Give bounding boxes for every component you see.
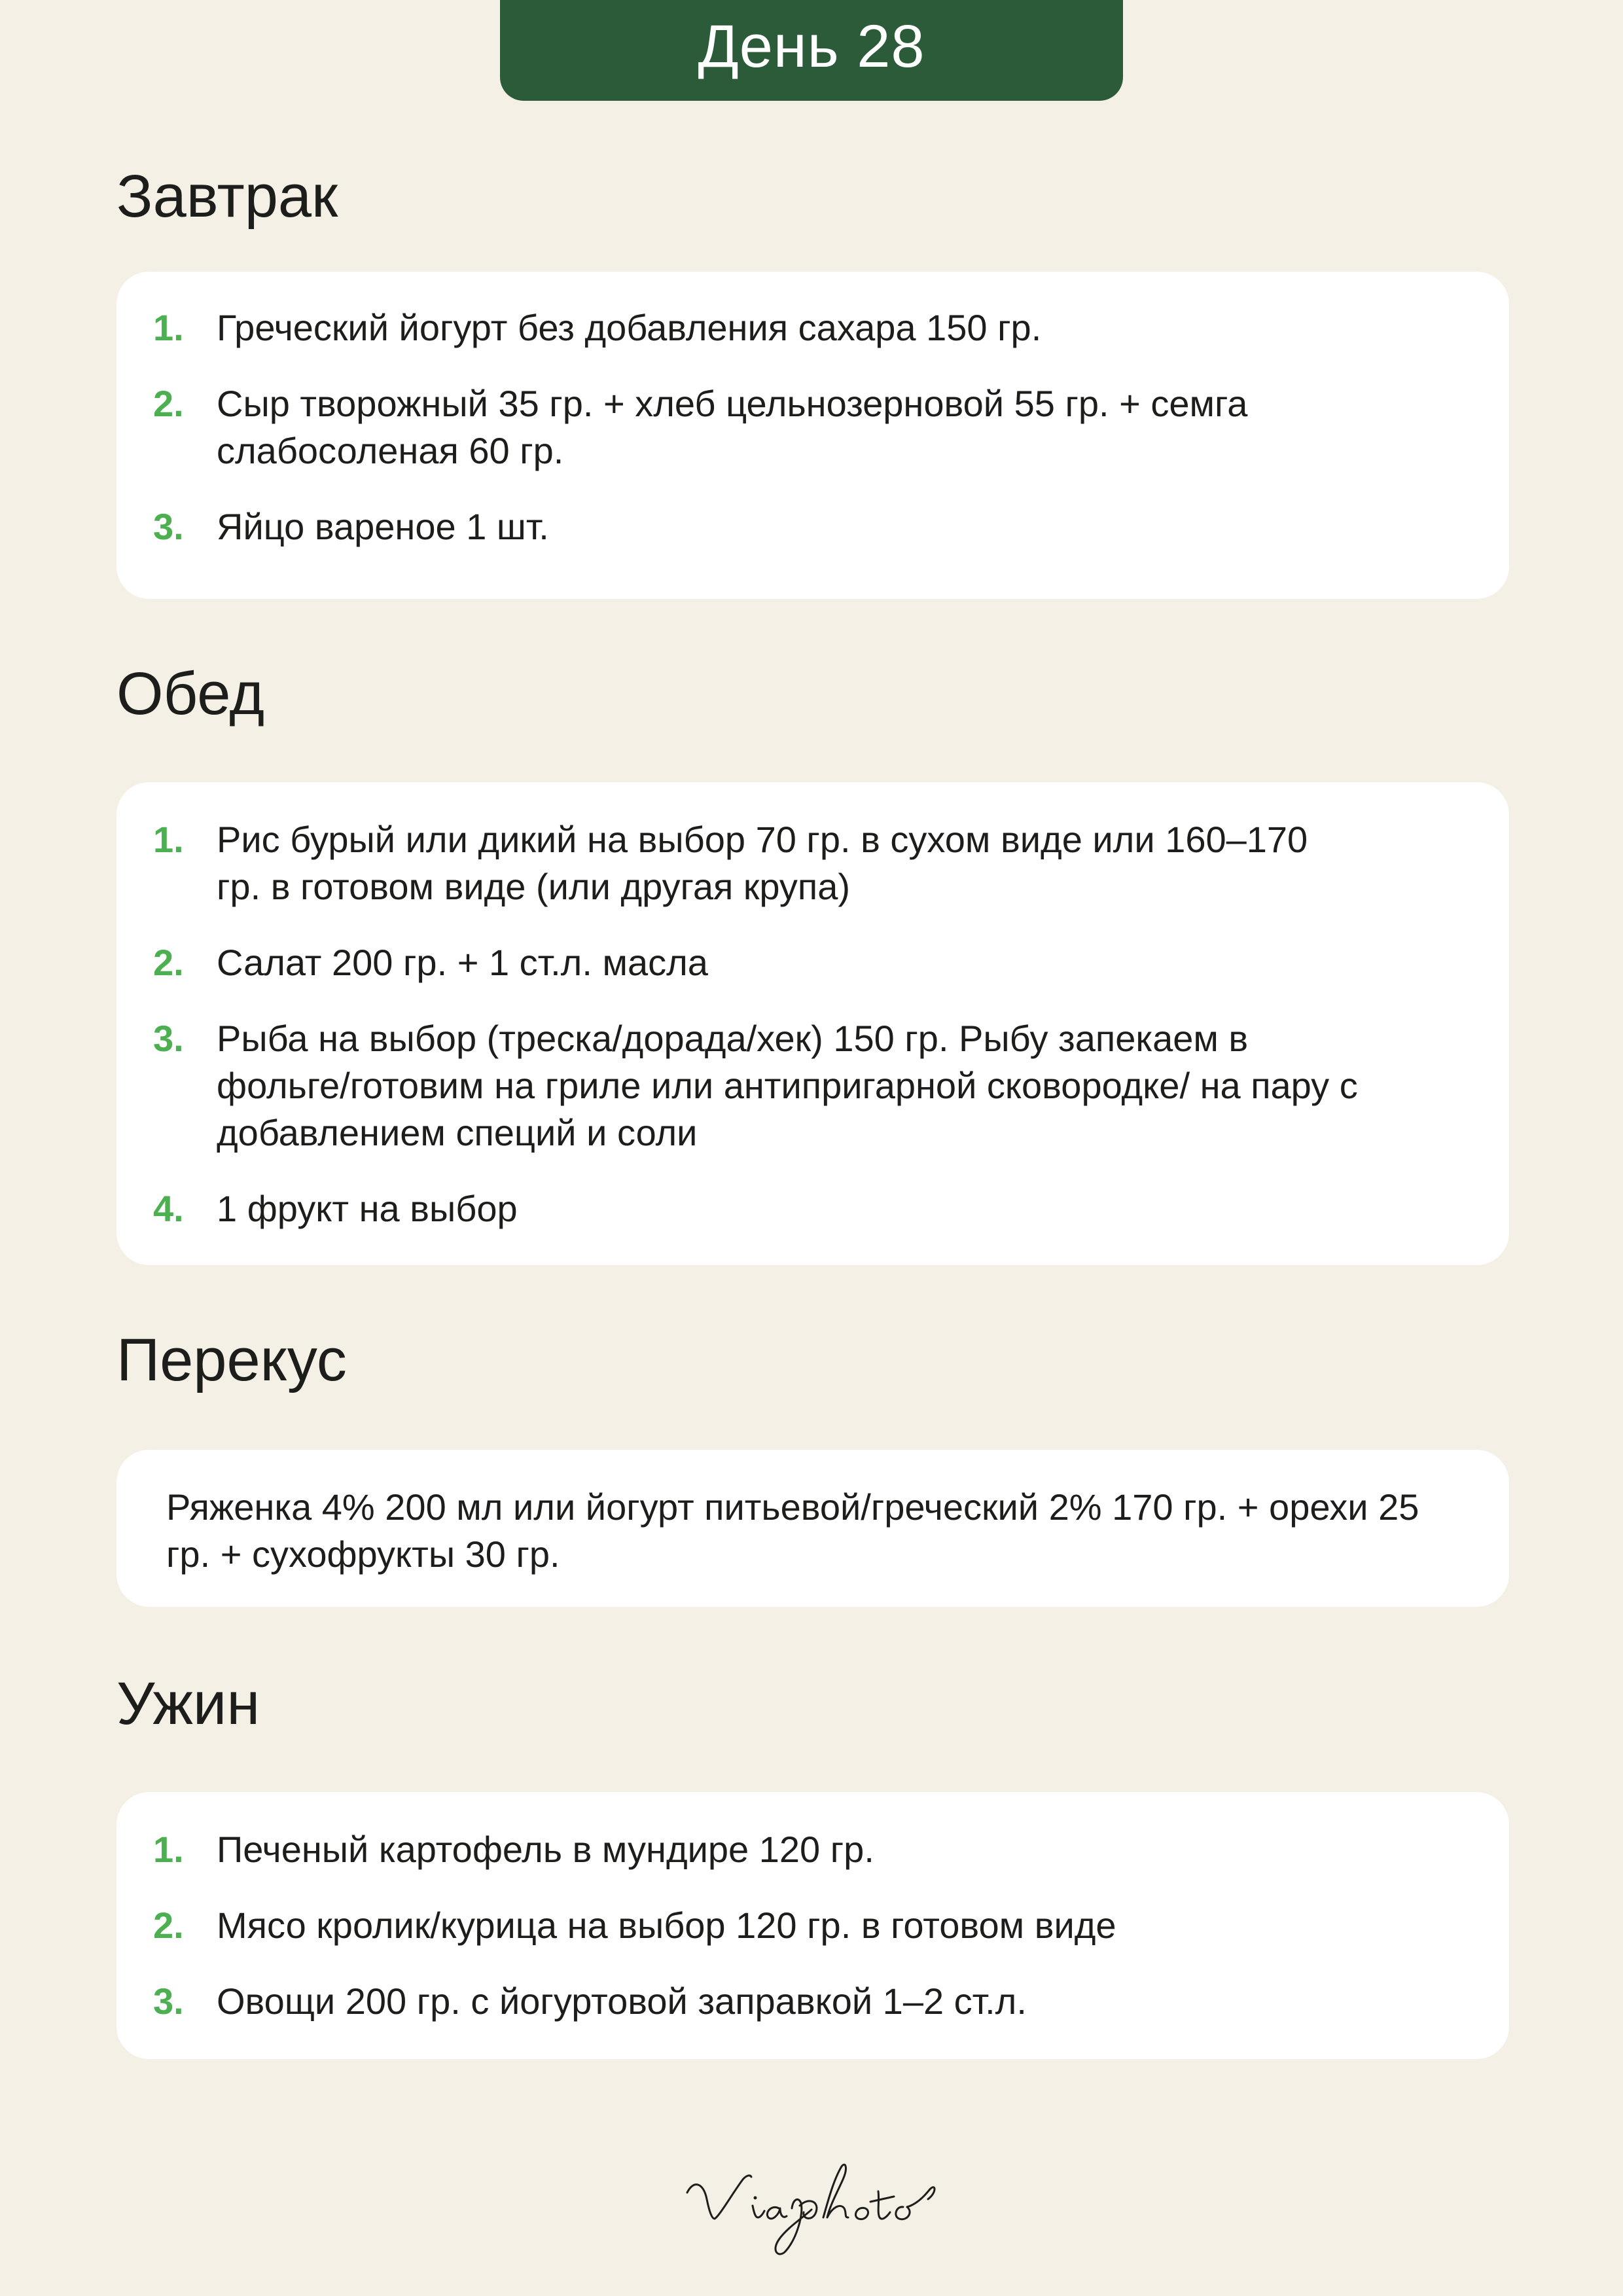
list-item bbox=[116, 304, 1509, 351]
lunch-card bbox=[116, 782, 1509, 1265]
breakfast-list bbox=[116, 304, 1509, 550]
item-text: Мясо кролик/курица на выбор 120 гр. в готовом виде bbox=[217, 1905, 1116, 1946]
dinner-card bbox=[116, 1792, 1509, 2059]
section-title-dinner: Ужин bbox=[116, 1670, 260, 1737]
item-text: Овощи 200 гр. с йогуртовой заправкой 1–2 ст.л. bbox=[217, 1981, 1027, 2022]
dinner-list bbox=[116, 1826, 1509, 2025]
list-item bbox=[116, 1902, 1509, 1949]
item-text: Яйцо вареное 1 шт. bbox=[217, 506, 549, 547]
item-number: 1. bbox=[153, 307, 184, 348]
item-text: Печеный картофель в мундире 120 гр. bbox=[217, 1829, 874, 1870]
item-text: Сыр творожный 35 гр. + хлеб цельнозерновой 55 гр. + семга слабосоленая 60 гр. bbox=[217, 383, 1248, 471]
lunch-list bbox=[116, 816, 1509, 1232]
item-number: 4. bbox=[153, 1188, 184, 1229]
list-item bbox=[116, 1185, 1509, 1232]
list-item bbox=[116, 816, 1509, 910]
list-item bbox=[116, 1826, 1509, 1873]
item-text: Салат 200 гр. + 1 ст.л. масла bbox=[217, 942, 708, 983]
via-photo-logo bbox=[681, 2153, 955, 2258]
item-text: 1 фрукт на выбор bbox=[217, 1188, 518, 1229]
list-item bbox=[116, 1978, 1509, 2025]
list-item bbox=[116, 939, 1509, 986]
item-number: 3. bbox=[153, 506, 184, 547]
day-header-tab bbox=[500, 0, 1123, 101]
day-title: День 28 bbox=[698, 13, 925, 80]
list-item bbox=[116, 503, 1509, 550]
breakfast-card bbox=[116, 272, 1509, 599]
section-title-snack: Перекус bbox=[116, 1327, 347, 1393]
item-number: 2. bbox=[153, 1905, 184, 1946]
section-title-breakfast: Завтрак bbox=[116, 163, 338, 230]
item-number: 3. bbox=[153, 1981, 184, 2022]
item-number: 2. bbox=[153, 383, 184, 424]
list-item bbox=[116, 380, 1509, 475]
snack-card bbox=[116, 1450, 1509, 1607]
item-text: Рис бурый или дикий на выбор 70 гр. в сухом виде или 160–170 гр. в готовом виде (или другая крупа) bbox=[217, 819, 1308, 907]
item-number: 3. bbox=[153, 1018, 184, 1059]
item-number: 1. bbox=[153, 819, 184, 860]
item-number: 1. bbox=[153, 1829, 184, 1870]
section-title-lunch: Обед bbox=[116, 660, 265, 727]
snack-text: Ряженка 4% 200 мл или йогурт питьевой/греческий 2% 170 гр. + орехи 25 гр. + сухофрукты 30 гр. bbox=[166, 1486, 1419, 1575]
item-text: Рыба на выбор (треска/дорада/хек) 150 гр. Рыбу запекаем в фольге/готовим на гриле или антипригарной сковородке/ на пару с добавлением специй и соли bbox=[217, 1018, 1358, 1153]
item-text: Греческий йогурт без добавления сахара 150 гр. bbox=[217, 307, 1042, 348]
item-number: 2. bbox=[153, 942, 184, 983]
list-item bbox=[116, 1015, 1509, 1157]
